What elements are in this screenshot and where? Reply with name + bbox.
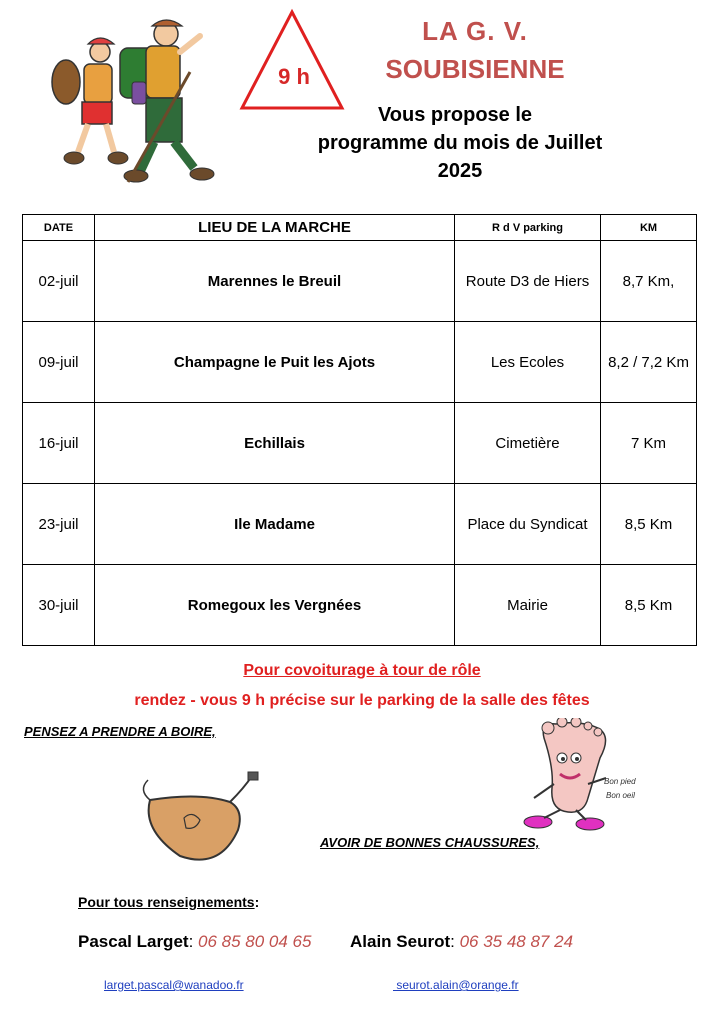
header-date: DATE [23, 215, 95, 241]
table-row [23, 241, 697, 322]
row-rdv: Les Ecoles [455, 322, 601, 403]
club-name-line1: LA G. V. [422, 16, 528, 46]
row-km: 8,2 / 7,2 Km [601, 322, 697, 403]
row-km: 8,5 Km [601, 484, 697, 565]
row-date: 23-juil [23, 484, 95, 565]
meeting-note: rendez - vous 9 h précise sur le parking de la salle des fêtes [134, 692, 590, 709]
table-row [23, 484, 697, 565]
start-time-label: 9 h [278, 64, 310, 89]
row-rdv: Place du Syndicat [455, 484, 601, 565]
info-label-colon: : [254, 894, 260, 910]
contact-1-phone: 06 85 80 04 65 [193, 932, 312, 951]
carpool-note: Pour covoiturage à tour de rôle [243, 662, 481, 679]
contact-1-sep: : [188, 932, 194, 951]
row-rdv: Cimetière [455, 403, 601, 484]
row-place: Marennes le Breuil [95, 241, 455, 322]
drink-reminder: PENSEZ A PRENDRE A BOIRE, [24, 724, 216, 739]
row-rdv: Mairie [455, 565, 601, 646]
row-place: Romegoux les Vergnées [95, 565, 455, 646]
club-name-line2: SOUBISIENNE [385, 54, 565, 84]
row-km: 8,5 Km [601, 565, 697, 646]
header-rdv: R d V parking [455, 215, 601, 241]
table-row [23, 322, 697, 403]
row-date: 16-juil [23, 403, 95, 484]
contact-2 [350, 932, 573, 952]
info-label-text: Pour tous renseignements [78, 894, 255, 910]
row-place: Echillais [95, 403, 455, 484]
foot-caption-2: Bon oeil [606, 791, 635, 800]
row-date: 30-juil [23, 565, 95, 646]
foot-mascot-icon [520, 718, 640, 833]
row-km: 7 Km [601, 403, 697, 484]
header-lieu: LIEU DE LA MARCHE [95, 215, 455, 241]
row-place: Champagne le Puit les Ajots [95, 322, 455, 403]
intro-line1: Vous propose le [377, 104, 533, 126]
intro-year: 2025 [437, 160, 483, 182]
hikers-illustration [48, 12, 238, 192]
water-flask-icon [140, 770, 270, 870]
shoes-reminder: AVOIR DE BONNES CHAUSSURES, [320, 835, 540, 850]
info-label [78, 894, 259, 910]
contact-1 [78, 932, 311, 952]
intro-line2: programme du mois de Juillet [317, 132, 603, 154]
row-place: Ile Madame [95, 484, 455, 565]
row-rdv: Route D3 de Hiers [455, 241, 601, 322]
foot-caption-1: Bon pied [604, 777, 636, 786]
contact-1-email-link[interactable]: larget.pascal@wanadoo.fr [104, 978, 244, 992]
walk-schedule-table [22, 214, 697, 646]
row-date: 02-juil [23, 241, 95, 322]
contact-2-sep: : [450, 932, 455, 951]
table-row [23, 403, 697, 484]
table-header-row [23, 215, 697, 241]
contact-2-name: Alain Seurot [350, 932, 451, 951]
contact-2-phone: 06 35 48 87 24 [454, 932, 574, 951]
time-triangle [238, 8, 346, 112]
row-date: 09-juil [23, 322, 95, 403]
header-km: KM [601, 215, 697, 241]
contact-2-email-link[interactable]: seurot.alain@orange.fr [393, 978, 519, 992]
row-km: 8,7 Km, [601, 241, 697, 322]
table-row [23, 565, 697, 646]
contact-1-name: Pascal Larget [78, 932, 189, 951]
